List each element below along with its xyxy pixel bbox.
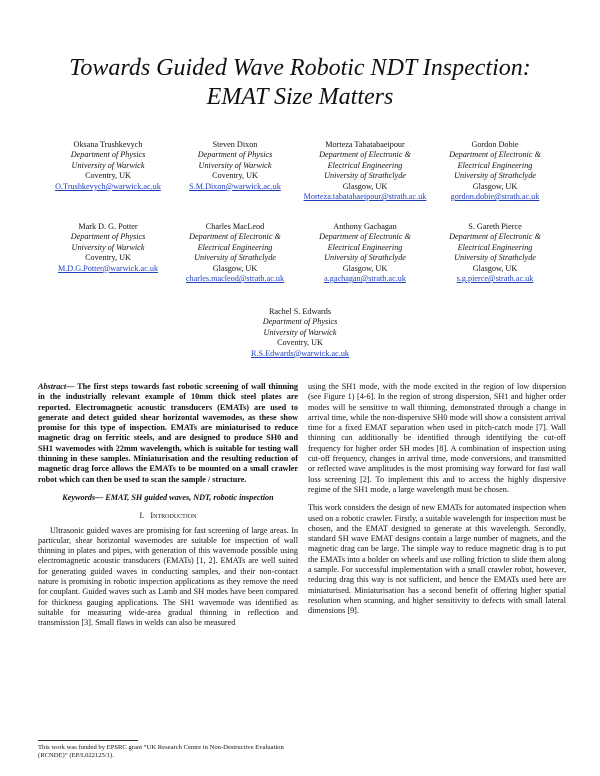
author-dept-2: Electrical Engineering [197,242,273,252]
keywords: Keywords— EMAT, SH guided waves, NDT, robotic inspection [62,492,274,502]
author-univ: University of Strathclyde [324,253,406,263]
author-city: Glasgow, UK [472,181,518,191]
author-name: Oksana Trushkevych [73,140,143,149]
right-column [308,382,566,617]
author-email[interactable]: S.M.Dixon@warwick.ac.uk [189,181,281,191]
author-dept: Department of Physics [197,150,273,160]
author-dept: Department of Physics [70,232,146,242]
author-univ: University of Warwick [71,242,145,252]
author-univ: University of Warwick [263,327,337,337]
author-block [38,222,178,274]
author-email[interactable]: M.D.G.Potter@warwick.ac.uk [57,263,159,273]
author-name: Morteza Tabatabaeipour [325,140,405,149]
title-line-1: Towards Guided Wave Robotic NDT Inspection: [69,55,531,81]
author-name: S. Gareth Pierce [468,222,522,231]
author-email[interactable]: R.S.Edwards@warwick.ac.uk [250,348,350,358]
author-email[interactable]: a.gachagan@strath.ac.uk [324,274,406,284]
author-block [295,222,435,284]
author-dept: Department of Physics [70,150,146,160]
author-city: Glasgow, UK [472,263,518,273]
author-dept: Department of Physics [262,317,338,327]
author-email[interactable]: charles.macleod@strath.ac.uk [185,274,285,284]
author-univ: University of Strathclyde [454,253,536,263]
author-email[interactable]: Morteza.tabatabaeipour@strath.ac.uk [303,192,427,202]
author-city: Coventry, UK [85,171,131,181]
author-email[interactable]: O.Trushkevych@warwick.ac.uk [55,181,161,191]
author-dept: Department of Electronic & [449,150,541,160]
author-name: Anthony Gachagan [333,222,397,231]
author-block [165,140,305,192]
author-univ: University of Strathclyde [324,171,406,181]
author-block [425,222,565,284]
title-line-2: EMAT Size Matters [206,84,394,110]
author-name: Charles MacLeod [205,222,265,231]
author-dept: Department of Electronic & [319,232,411,242]
author-city: Coventry, UK [212,171,258,181]
author-block [230,307,370,359]
author-dept: Department of Electronic & [449,232,541,242]
author-dept-2: Electrical Engineering [327,242,403,252]
author-dept-2: Electrical Engineering [457,242,533,252]
footnote-divider [38,740,138,741]
section-heading [38,511,298,521]
author-city: Glasgow, UK [342,263,388,273]
author-univ: University of Strathclyde [454,171,536,181]
author-dept: Department of Electronic & [189,232,281,242]
author-city: Glasgow, UK [342,181,388,191]
section-title: Introduction [150,511,197,521]
paper-title [0,54,600,112]
intro-paragraph: Ultrasonic guided waves are promising for fast screening of large areas. In particular, shear horizontal wavemodes are suitable for inspection of wall thinning in plates and pipes, with generation of this wavemode possible using electromagnetic acoustic transducers (EMATs) [1, 2]. EMATs are well suited for generating guided waves in conducting samples, and their non-contact nature is promising in robotic inspection applications as they remove the need for couplant. Guided waves such as Lamb and SH modes have been compared for thickness gauging applications. The SH1 wavemode was identified as suitable for measuring wide-area gradual thinning in reflection and transmission [3]. Small flaws in welds can also be measured [38,525,298,628]
author-dept-2: Electrical Engineering [457,160,533,170]
author-city: Coventry, UK [277,338,323,348]
body-paragraph: using the SH1 mode, with the mode excited in the region of low dispersion (see Figure 1) [4-6]. In the region of strong dispersion, SH1 and higher order modes will be sensitive to wall thinning, demonstrated through a change in arrival time, while the non-dispersive SH0 mode will show a consistent arrival time for a fixed EMAT separation when used in pitch-catch mode [7]. Wall thinning can additionally be identified through identifying the cut-off frequency for higher order SH modes [8]. A combination of inspection using cut-off frequency, changes in arrival time, mode conversions, and transmitted or reflected wave amplitudes is the most promising way forward for fast wall loss screening [2]. To implement this and to access the highly dispersive regime of the SH1 mode, a large wavelength must be chosen. [308,382,566,494]
author-univ: University of Strathclyde [194,253,276,263]
body-paragraph: This work considers the design of new EMATs for automated inspection when used on a robotic crawler. Firstly, a suitable wavelength for inspection must be chosen, and the EMAT designed to generate at this wavelength. Secondly, standard SH wave EMAT designs contain a large number of magnets, and the magnetic drag can be large. The simple way to reduce magnetic drag is to put the EMATs into a holder on wheels and use rolling friction to slide them along a sample. For successful implementation with a small crawler robot, however, reducing drag this way is not sufficient, and hence the EMATs used here are miniaturised. Miniaturisation has a second benefit of offering higher spatial resolution when scanning, and higher sensitivity to defects with small lateral dimensions [9]. [308,503,566,616]
author-block [425,140,565,202]
footnote: This work was funded by EPSRC grant “UK Research Centre in Non-Destructive Evaluation (RCNDE)” (EP/L022125/1). [38,744,284,760]
author-univ: University of Warwick [198,160,272,170]
abstract-body: — The first steps towards fast robotic screening of wall thinning in the industrially relevant example of 10mm thick steel plates are reported. Electromagnetic acoustic transducers (EMATs) are used to generate and detect guided shear horizontal wavemodes, as these show promise for this type of inspection. EMATs are miniaturised to reduce magnetic drag on ferritic steels, and are designed to produce SH0 and SH1 wavemodes with 22mm wavelength, which is suitable for testing wall thinning in these samples. Miniaturisation and the resulting reduction of magnetic drag force allows the EMATs to be mounted on a small crawler robot which can then be used to scan the sample / structure. [38,382,298,484]
author-block [165,222,305,284]
author-block [295,140,435,202]
author-email[interactable]: gordon.dobie@strath.ac.uk [450,192,540,202]
author-email[interactable]: s.g.pierce@strath.ac.uk [456,274,534,284]
author-city: Coventry, UK [85,253,131,263]
abstract-lead: Abstract [38,382,67,391]
author-city: Glasgow, UK [212,263,258,273]
author-dept: Department of Electronic & [319,150,411,160]
abstract [38,382,298,485]
author-name: Mark D. G. Potter [78,222,138,231]
section-number: I. [139,511,145,521]
left-column [38,382,298,629]
author-dept-2: Electrical Engineering [327,160,403,170]
author-name: Rachel S. Edwards [268,307,332,316]
author-name: Gordon Dobie [471,140,519,149]
author-univ: University of Warwick [71,160,145,170]
author-block [38,140,178,192]
author-name: Steven Dixon [212,140,258,149]
